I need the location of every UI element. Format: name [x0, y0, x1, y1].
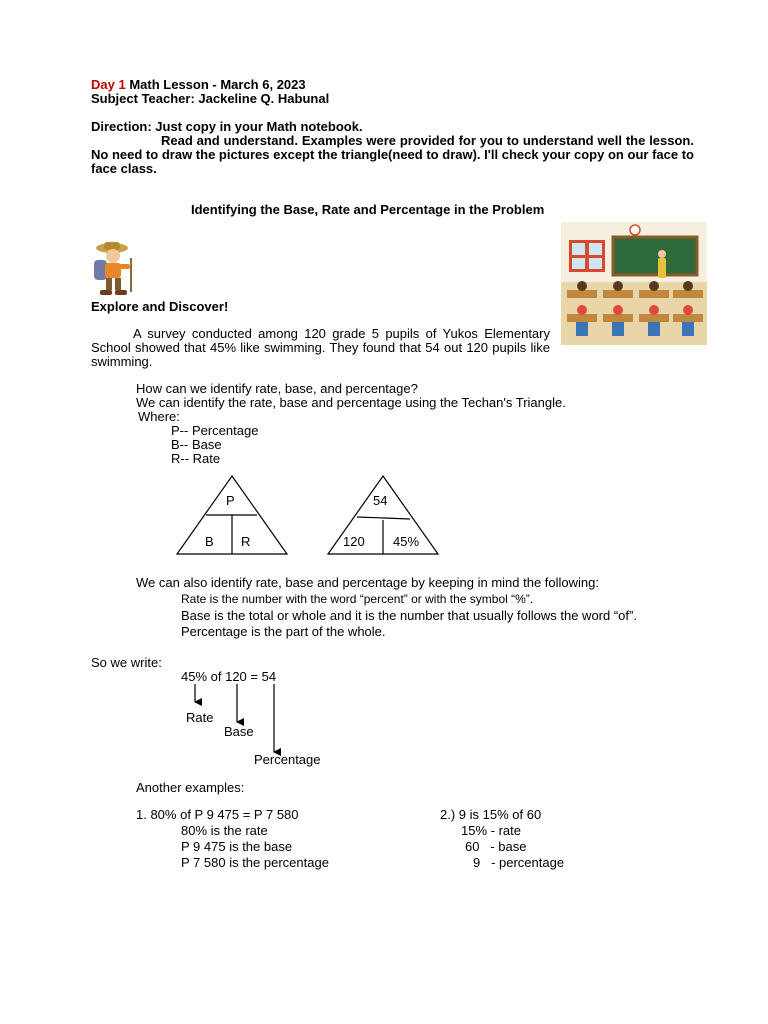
explore-heading: Explore and Discover! [91, 299, 229, 314]
legend-percentage: P-- Percentage [171, 423, 259, 438]
examples-heading: Another examples: [136, 780, 245, 795]
example-1-equation: 1. 80% of P 9 475 = P 7 580 [136, 807, 299, 822]
rate-definition: Rate is the number with the word “percent” or with the symbol “%”. [181, 592, 534, 606]
example-2-rate: 15% - rate [461, 823, 521, 838]
base-label: Base [224, 724, 254, 739]
techan-triangle-values [326, 474, 440, 556]
legend-rate: R-- Rate [171, 451, 221, 466]
percentage-label: Percentage [254, 752, 321, 767]
triangle-b-label: B [205, 534, 214, 549]
where-label: Where: [138, 409, 180, 424]
example-2-base: 60 - base [465, 839, 527, 854]
lesson-title: Math Lesson - March 6, 2023 [129, 77, 306, 92]
triangle-p-label: P [226, 493, 235, 508]
so-we-write-label: So we write: [91, 655, 162, 670]
page-title: Identifying the Base, Rate and Percentage in the Problem [191, 202, 545, 217]
direction-line: Direction: Just copy in your Math notebook. [91, 119, 363, 134]
example-2-percentage: 9 - percentage [473, 855, 565, 870]
example-1-percentage: P 7 580 is the percentage [181, 855, 329, 870]
rate-label: Rate [186, 710, 214, 725]
percentage-definition: Percentage is the part of the whole. [181, 624, 386, 639]
identify-question: How can we identify rate, base, and percentage? [136, 381, 418, 396]
instructions-paragraph: Read and understand. Examples were provided for you to understand well the lesson. No need to draw the pictures except the triangle(need to draw). I'll check your copy on our face to face class. [91, 133, 694, 176]
keep-in-mind-intro: We can also identify rate, base and percentage by keeping in mind the following: [136, 575, 599, 590]
explorer-boy-illustration [88, 240, 140, 300]
day-label: Day 1 [91, 77, 126, 92]
example-2-equation: 2.) 9 is 15% of 60 [440, 807, 542, 822]
teacher-line: Subject Teacher: Jackeline Q. Habunal [91, 91, 330, 106]
example-equation: 45% of 120 = 54 [181, 669, 277, 684]
lesson-heading [91, 78, 306, 92]
triangle-r-label: R [241, 534, 251, 549]
triangle-percentage-value: 54 [373, 493, 388, 508]
triangle-rate-value: 45% [393, 534, 420, 549]
identify-answer: We can identify the rate, base and percentage using the Techan's Triangle. [136, 395, 566, 410]
survey-paragraph: A survey conducted among 120 grade 5 pupils of Yukos Elementary School showed that 45% like swimming. They found that 54 out 120 pupils like swimming. [91, 326, 550, 369]
base-definition: Base is the total or whole and it is the number that usually follows the word “of”. [181, 608, 637, 623]
example-1-base: P 9 475 is the base [181, 839, 293, 854]
triangle-base-value: 120 [343, 534, 365, 549]
example-1-rate: 80% is the rate [181, 823, 268, 838]
techan-triangle-letters [175, 474, 289, 556]
classroom-illustration [561, 222, 707, 345]
triangle-divider [357, 517, 410, 519]
legend-base: B-- Base [171, 437, 222, 452]
